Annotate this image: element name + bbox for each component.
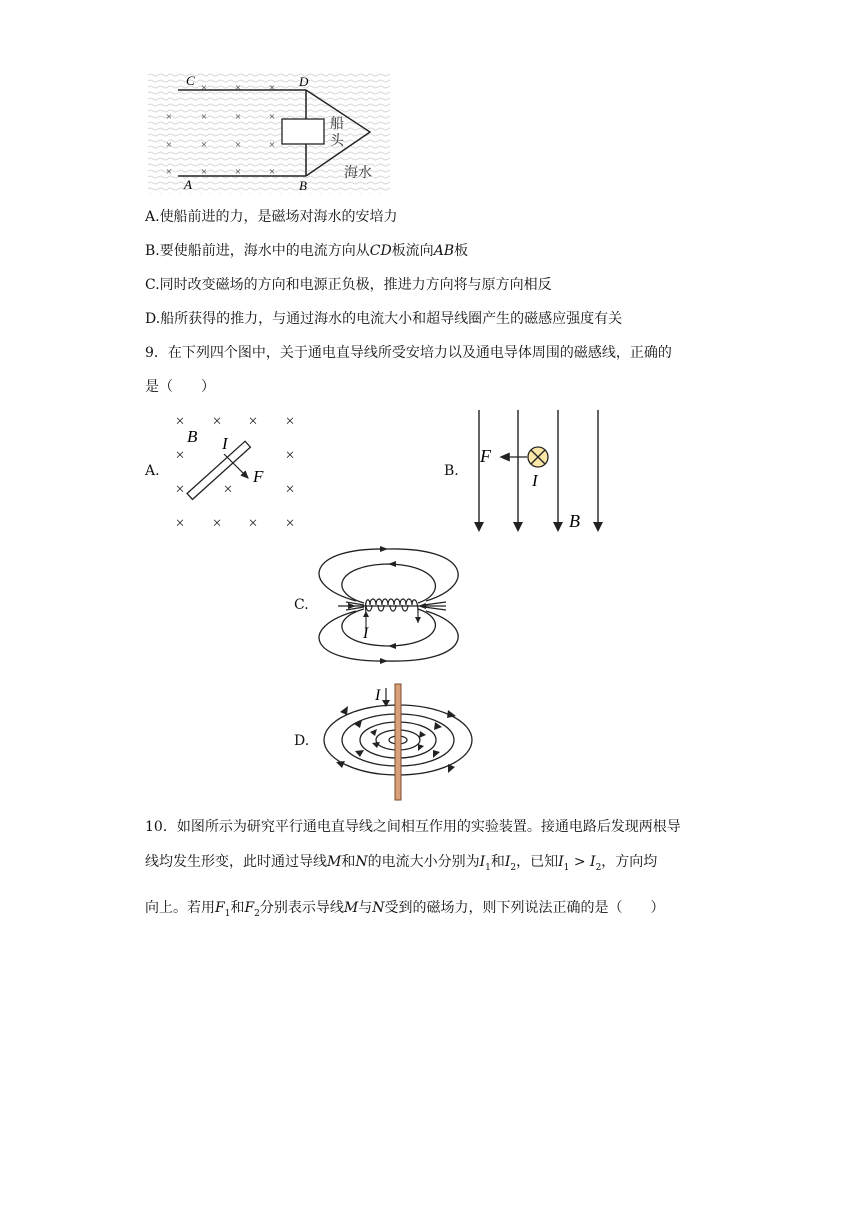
label-b-b: B (569, 511, 580, 531)
q8-option-b: B.要使船前进，海水中的电流方向从CD板流向AB板 (145, 243, 469, 259)
label-c: C (186, 73, 195, 88)
svg-text:×: × (175, 481, 185, 498)
q9-option-a-label: A. (145, 463, 160, 479)
svg-text:×: × (165, 166, 173, 178)
q9-option-c-label: C. (294, 597, 309, 613)
svg-text:×: × (212, 515, 222, 532)
q10-line1: 10．如图所示为研究平行通电直导线之间相互作用的实验装置。接通电路后发现两根导 (145, 819, 681, 835)
label-i-b: I (532, 471, 538, 490)
power-box (282, 119, 324, 144)
straight-conductor-d (395, 684, 401, 800)
svg-text:×: × (200, 166, 208, 178)
svg-text:×: × (268, 82, 276, 94)
svg-text:×: × (248, 515, 258, 532)
q10-line2: 线均发生形变，此时通过导线M和N的电流大小分别为$I_1$和$I_2$，已知$I_1 > I_2$，方向均 (145, 854, 658, 873)
svg-text:×: × (285, 515, 295, 532)
svg-text:×: × (285, 481, 295, 498)
label-a: A (184, 177, 192, 192)
svg-text:×: × (175, 413, 185, 430)
svg-text:×: × (212, 413, 222, 430)
label-f-b: F (480, 446, 491, 466)
svg-text:×: × (268, 139, 276, 151)
q9-option-b-label: B. (444, 463, 459, 479)
q8-option-d: D.船所获得的推力，与通过海水的电流大小和超导线圈产生的磁感应强度有关 (145, 311, 623, 327)
svg-text:×: × (285, 413, 295, 430)
q8-option-a: A.使船前进的力，是磁场对海水的安培力 (145, 209, 398, 225)
svg-text:×: × (234, 82, 242, 94)
svg-text:×: × (234, 139, 242, 151)
label-i-c: I (363, 625, 369, 642)
svg-text:×: × (285, 447, 295, 464)
q8-option-c: C.同时改变磁场的方向和电源正负极，推进力方向将与原方向相反 (145, 277, 552, 293)
label-i-a: I (222, 434, 228, 453)
label-d: D (299, 74, 309, 89)
label-f-a: F (253, 467, 264, 486)
svg-text:×: × (268, 166, 276, 178)
field-lines-b (479, 410, 598, 530)
svg-text:×: × (200, 82, 208, 94)
q9-figure-a (168, 408, 308, 533)
label-b: B (299, 178, 307, 193)
field-arrowheads-b (474, 522, 603, 532)
svg-text:×: × (175, 447, 185, 464)
svg-text:×: × (248, 413, 258, 430)
svg-text:×: × (234, 111, 242, 123)
q9-option-d-label: D. (294, 733, 310, 749)
bow-text: 船头 (330, 116, 344, 149)
ship-bow-label (330, 116, 348, 150)
q9-figure-b (468, 408, 613, 536)
svg-text:×: × (165, 111, 173, 123)
q9-stem-line1: 9．在下列四个图中，关于通电直导线所受安培力以及通电导体周围的磁感线，正确的 (145, 345, 672, 361)
q10-line3: 向上。若用$F_1$和$F_2$分别表示导线M与N受到的磁场力，则下列说法正确的是（ ） (145, 900, 665, 919)
svg-text:×: × (200, 111, 208, 123)
solenoid-field-lines (319, 549, 458, 661)
q9-stem-line2: 是（ ） (145, 379, 215, 395)
svg-text:×: × (165, 139, 173, 151)
q9-figure-d (320, 682, 478, 804)
svg-text:×: × (268, 111, 276, 123)
svg-text:×: × (175, 515, 185, 532)
label-b-a: B (187, 427, 198, 446)
svg-text:×: × (223, 481, 233, 498)
seawater-label: 海水 (344, 165, 372, 181)
svg-text:×: × (234, 166, 242, 178)
label-i-d: I (375, 687, 381, 704)
q9-figure-c (318, 545, 463, 665)
svg-text:×: × (200, 139, 208, 151)
